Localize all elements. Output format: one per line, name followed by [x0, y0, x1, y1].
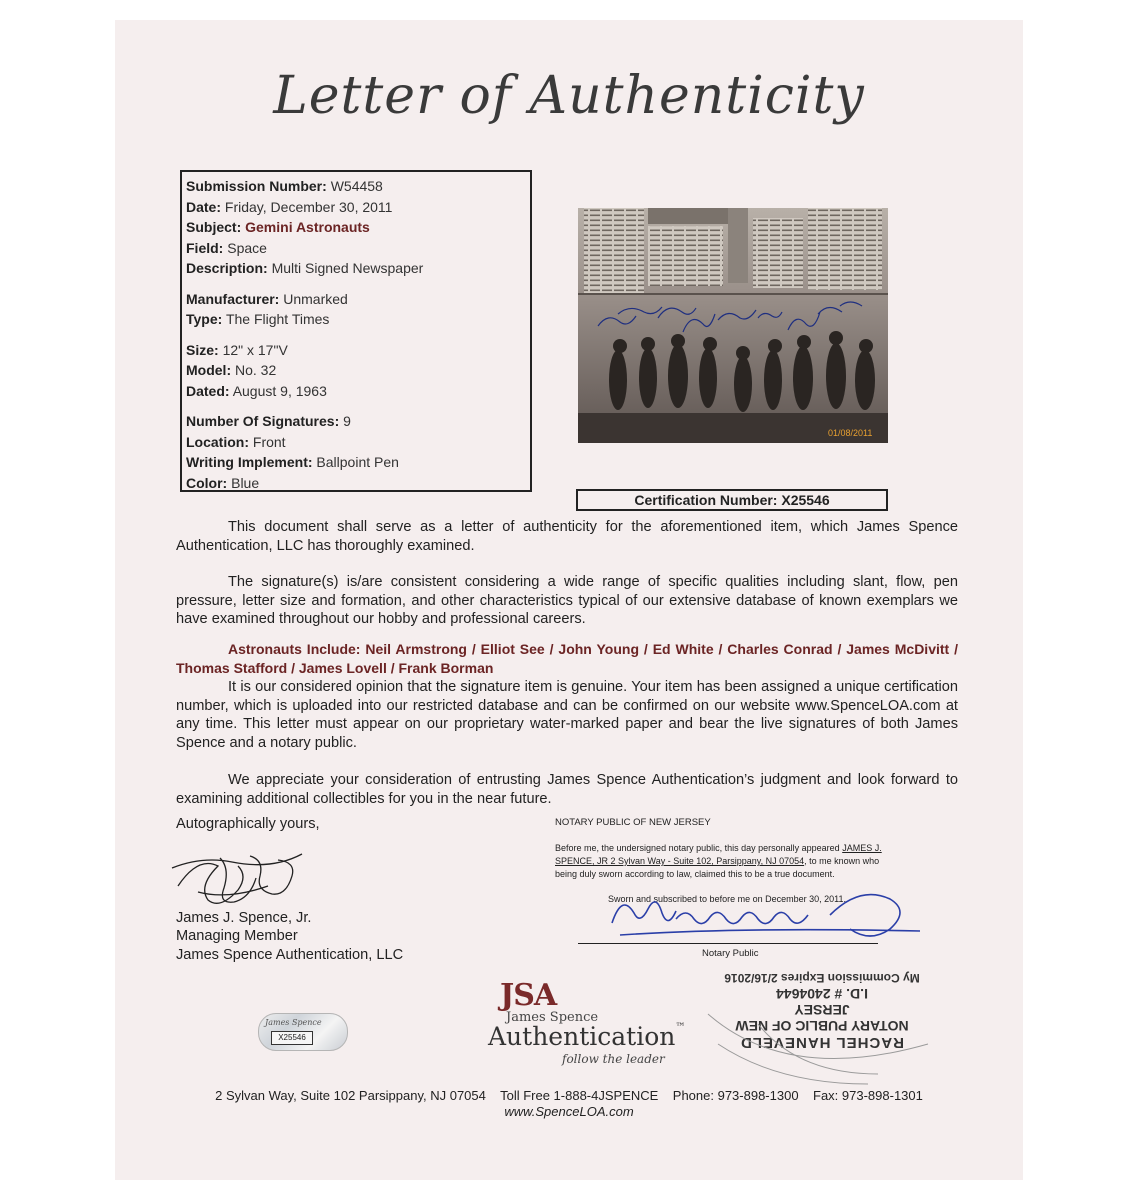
signer-role: Managing Member [176, 928, 298, 944]
detail-row-size: Size: 12" x 17"V [186, 341, 288, 358]
notary-sworn-date: Sworn and subscribed to before me on December 30, 2011. [608, 894, 846, 904]
detail-row-submission: Submission Number: W54458 [186, 178, 383, 194]
closing-salutation: Autographically yours, [176, 816, 320, 832]
detail-row-dated: Dated: August 9, 1963 [186, 382, 327, 399]
detail-row-signatures: Number Of Signatures: 9 [186, 413, 351, 429]
detail-row-type: Type: The Flight Times [186, 311, 330, 327]
detail-row-date: Date: Friday, December 30, 2011 [186, 198, 393, 215]
detail-row-implement: Writing Implement: Ballpoint Pen [186, 454, 399, 470]
detail-row-description: Description: Multi Signed Newspaper [186, 260, 424, 276]
signer-company: James Spence Authentication, LLC [176, 947, 404, 963]
certification-number: Certification Number: X25546 [576, 489, 888, 511]
paragraph-appreciation: We appreciate your consideration of entrusting James Spence Authentication’s judgment and look forward to examining additional collectibles for you in the near future. [176, 772, 958, 807]
item-photo [578, 208, 888, 443]
hologram-logo: James Spence [265, 1018, 322, 1027]
item-details-box [180, 170, 532, 492]
page-title: Letter of Authenticity [273, 66, 865, 126]
notary-label: Notary Public [702, 948, 759, 959]
astronaut-list: Astronauts Include: Neil Armstrong / Elliot See / John Young / Ed White / Charles Conrad / James McDivitt / Thomas Stafford / James Lovell / Frank Borman [176, 641, 958, 676]
detail-row-manufacturer: Manufacturer: Unmarked [186, 290, 348, 307]
paragraph-opinion: It is our considered opinion that the signature item is genuine. Your item has been assigned a unique certification number, which is uploaded into our restricted database and can be confirmed on our website www.SpenceLOA.com at any time. This letter must appear on our proprietary water-marked paper and bear the live signatures of both James Spence and a notary public. [176, 679, 958, 751]
notary-signature-icon [600, 885, 945, 945]
footer-website[interactable]: www.SpenceLOA.com [504, 1104, 634, 1119]
notary-heading: NOTARY PUBLIC OF NEW JERSEY [555, 817, 711, 828]
detail-row-color: Color: Blue [186, 474, 260, 491]
hologram-sticker [258, 1013, 348, 1051]
spence-signature-icon [168, 838, 308, 908]
notary-stamp: RACHEL HANEVELD NOTARY PUBLIC OF NEW JERSEY I.D. # 2404644 My Commission Expires 2/16/2016 [724, 971, 920, 1051]
paragraph-intro: This document shall serve as a letter of authenticity for the aforementioned item, which James Spence Authentication, LLC has thoroughly examined. [176, 519, 958, 554]
paragraph-consistency: The signature(s) is/are consistent considering a wide range of specific qualities including slant, flow, pen pressure, letter size and formation, and other characteristics typical of our extensive database of known exemplars we have examined throughout our hobby and professional careers. [176, 574, 958, 627]
notary-signature-line [578, 943, 878, 944]
detail-row-location: Location: Front [186, 433, 286, 450]
signer-name: James J. Spence, Jr. [176, 910, 312, 926]
detail-row-model: Model: No. 32 [186, 362, 277, 378]
notary-statement: Before me, the undersigned notary public, this day personally appeared JAMES J. SPENCE, JR 2 Sylvan Way - Suite 102, Parsippany, NJ 07054, to me known who being duly sworn according to law, claimed this to be a true document. [555, 843, 882, 879]
detail-row-subject: Subject: Gemini Astronauts [186, 219, 370, 235]
notary-embossed-seal [698, 1004, 958, 1094]
detail-row-field: Field: Space [186, 239, 267, 256]
footer-contact: 2 Sylvan Way, Suite 102 Parsippany, NJ 07054 Toll Free 1-888-4JSPENCE Phone: 973-898-1300 Fax: 973-898-1301 [215, 1088, 923, 1103]
photo-date-stamp: 01/08/2011 [828, 428, 873, 438]
jsa-logo: JSA James Spence Authentication™ follow the leader [488, 978, 686, 1066]
newspaper-photo-illustration [578, 208, 888, 443]
hologram-code: X25546 [271, 1031, 313, 1045]
